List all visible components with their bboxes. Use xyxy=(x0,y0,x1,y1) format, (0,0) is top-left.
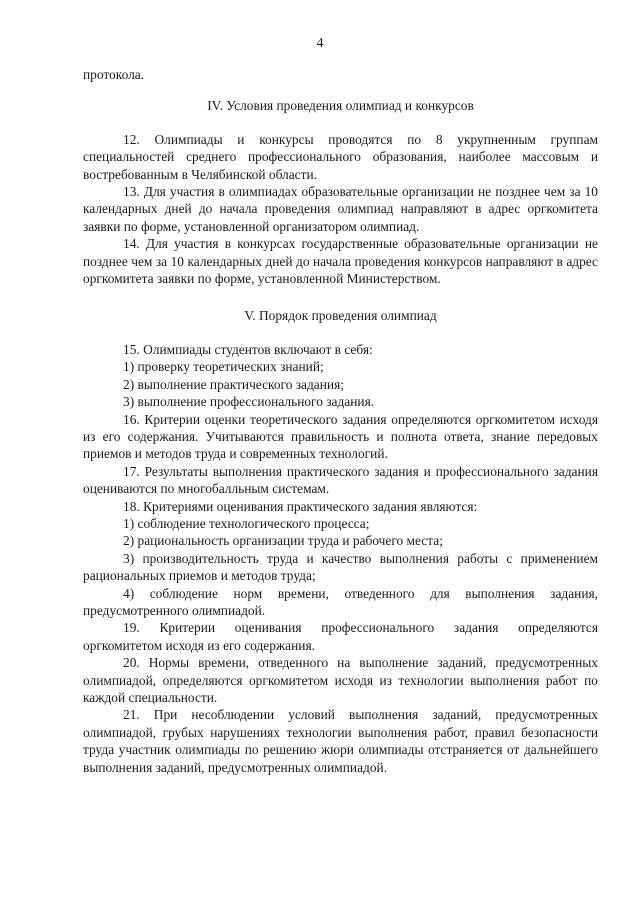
paragraph-18-item-2: 2) рациональность организации труда и рабочего места; xyxy=(123,533,443,549)
section-heading-iv: IV. Условия проведения олимпиад и конкурсов xyxy=(207,98,474,114)
paragraph-16: 16. Критерии оценки теоретического задания определяются оргкомитетом исходя из его содержания. Учитываются правильность и полнота ответа, знание передовых приемов и методов труда и современных технологий. xyxy=(83,411,598,462)
paragraph-18-item-1: 1) соблюдение технологического процесса; xyxy=(123,515,370,531)
paragraph-13: 13. Для участия в олимпиадах образовательные организации не позднее чем за 10 календарных дней до начала проведения олимпиад направляют в адрес оргкомитета заявки по форме, установленной организатором олимпиад. xyxy=(83,184,598,234)
paragraph-15-item-3: 3) выполнение профессионального задания. xyxy=(123,394,375,410)
paragraph-18-item-3: 3) производительность труда и качество выполнения работы с применением рациональных приемов и методов труда; xyxy=(83,550,598,584)
paragraph-15: 15. Олимпиады студентов включают в себя: xyxy=(123,341,373,357)
paragraph-19: 19. Критерии оценивания профессионального задания определяются оргкомитетом исходя из его содержания. xyxy=(83,620,598,653)
paragraph-18: 18. Критериями оценивания практического задания являются: xyxy=(123,498,478,514)
paragraph-12: 12. Олимпиады и конкурсы проводятся по 8 укрупненным группам специальностей среднего профессионального образования, наиболее массовым и востребованным в Челябинской области. xyxy=(83,131,598,182)
paragraph-20: 20. Нормы времени, отведенного на выполнение заданий, предусмотренных олимпиадой, определяются оргкомитетом исходя из технологии выполнения работ по каждой специальности. xyxy=(83,655,598,705)
paragraph-15-item-2: 2) выполнение практического задания; xyxy=(123,376,344,392)
paragraph-17: 17. Результаты выполнения практического задания и профессионального задания оцениваются по многобалльным системам. xyxy=(83,463,598,497)
section-heading-v: V. Порядок проведения олимпиад xyxy=(244,308,437,324)
paragraph-21: 21. При несоблюдении условий выполнения заданий, предусмотренных олимпиадой, грубых нарушениях технологии выполнения работ, правил безопасности труда участник олимпиады по решению жюри олимпиады отстраняется от дальнейшего выполнения заданий, предусмотренных олимпиадой. xyxy=(83,707,598,775)
page-number: 4 xyxy=(316,36,324,51)
paragraph-14: 14. Для участия в конкурсах государственные образовательные организации не позднее чем за 10 календарных дней до начала проведения конкурсов направляют в адрес оргкомитета заявки по форме, установленной Министерством. xyxy=(83,236,598,287)
paragraph-continuation: протокола. xyxy=(83,67,145,82)
document-body xyxy=(83,66,598,776)
paragraph-15-item-1: 1) проверку теоретических знаний; xyxy=(123,359,324,375)
paragraph-18-item-4: 4) соблюдение норм времени, отведенного для выполнения задания, предусмотренного олимпиадой. xyxy=(83,585,598,618)
